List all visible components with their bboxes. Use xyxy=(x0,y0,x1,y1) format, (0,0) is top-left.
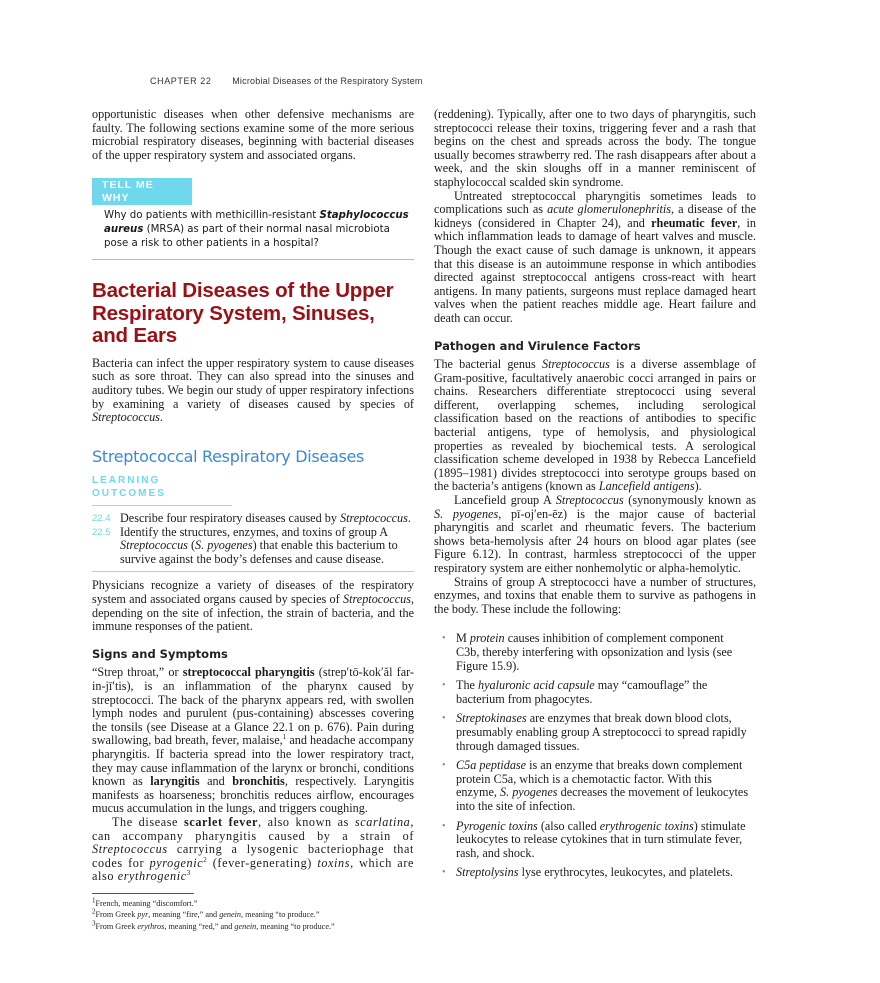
footnote-number: 1 xyxy=(92,896,96,905)
text: ). xyxy=(694,479,702,494)
text: The xyxy=(456,678,478,693)
footnotes xyxy=(92,898,414,933)
list-item xyxy=(434,820,756,861)
text: and xyxy=(199,774,233,789)
organism-name: Staphylococcus aureus xyxy=(104,210,409,236)
text: The disease xyxy=(112,814,184,829)
learning-outcome-item xyxy=(92,512,414,526)
section-title: Bacterial Diseases of the Upper Respiratory System, Sinuses, and Ears xyxy=(92,279,394,348)
species-name: S. pyogenes xyxy=(500,785,558,800)
footnote-ref: 3 xyxy=(186,869,191,878)
chapter-title: Microbial Diseases of the Respiratory System xyxy=(232,76,423,86)
text: Bacteria can infect the upper respiratory system to cause diseases such as sore throat. They can also spread into the sinuses and auditory tubes. We begin our study of upper respiratory infections by examining a variety of diseases caused by species of xyxy=(92,355,414,411)
learning-outcome-item xyxy=(92,526,414,567)
text: Lancefield group A xyxy=(454,493,556,508)
text: Untreated streptococcal pharyngitis sometimes leads to complications such as xyxy=(434,188,756,217)
species-name: S. pyogenes xyxy=(434,506,499,521)
text: From Greek xyxy=(95,910,138,920)
intro-paragraph: opportunistic diseases when other defensive mechanisms are faulty. The following sections examine some of the more serious microbial respiratory diseases, beginning with bacterial diseases of the upper respiratory system and associated organs. xyxy=(92,107,414,162)
left-column xyxy=(92,108,414,932)
term: protein xyxy=(469,631,505,646)
footnote xyxy=(92,909,414,921)
text: , depending on the site of infection, the strain of bacteria, and the immune responses of the patient. xyxy=(92,592,414,634)
text: decreases the movement of leukocytes into the site of infection. xyxy=(456,785,749,813)
text: “Strep throat,” or xyxy=(92,665,183,680)
footnote xyxy=(92,921,414,933)
reddening-paragraph: (reddening). Typically, after one to two days of pharyngitis, such streptococci release their toxins, triggering fever and a rash that begins on the chest and spreads across the body. The tongue usually becomes strawberry red. The rash disappears after about a week, and the skin sloughs off in a manner reminiscent of staphylococcal scalded skin syndrome. xyxy=(434,107,756,189)
term: Streptolysins xyxy=(456,865,519,880)
pathogen-heading: Pathogen and Virulence Factors xyxy=(434,338,641,353)
text: (synonymously known as xyxy=(623,493,756,508)
text: ( xyxy=(187,538,196,553)
strains-paragraph: Strains of group A streptococci have a number of structures, enzymes, and toxins that enable them to survive as pathogens in the body. These include the following: xyxy=(434,574,756,616)
term: laryngitis xyxy=(150,774,200,789)
text: ) stimulate leukocytes to release cytokines that in turn stimulate fever, rash, and shock. xyxy=(456,818,746,860)
list-item xyxy=(434,712,756,753)
outcome-number: 22.4 xyxy=(92,513,111,525)
signs-heading: Signs and Symptoms xyxy=(92,646,228,661)
list-item xyxy=(434,632,756,673)
text: . xyxy=(159,410,163,425)
footnote-number: 2 xyxy=(92,907,96,916)
term: acute glomerulonephritis xyxy=(547,202,671,217)
text: , in which inflammation leads to damage of heart valves and muscle. Though the exact cause of such damage is unknown, it appears that this disease is an autoimmune response in which antibodies directed against streptococcal antigens cross-react with heart antigens. In many patients, surgeons must replace damaged heart valves when the patient reaches middle age. Heart failure and death can occur. xyxy=(434,215,756,325)
footnote-divider xyxy=(92,893,194,894)
term: bronchitis xyxy=(232,774,285,789)
text: , meaning “to produce.” xyxy=(256,921,335,931)
complications-paragraph xyxy=(434,190,756,326)
list-item xyxy=(434,759,756,813)
text: are enzymes that break down blood clots, presumably enabling group A streptococci to spread rapidly through damaged tissues. xyxy=(456,711,747,753)
outcome-number: 22.5 xyxy=(92,526,111,538)
text: (fever-generating) xyxy=(207,855,318,870)
virulence-factors-list xyxy=(434,632,756,880)
term: Lancefield antigens xyxy=(598,479,695,494)
text: ) that enable this bacterium to survive against the body’s defenses and cause disease. xyxy=(120,538,398,566)
text: lyse erythrocytes, leukocytes, and platelets. xyxy=(518,865,734,880)
genus-name: Streptococcus xyxy=(339,511,408,526)
text: The bacterial genus xyxy=(434,357,542,372)
text: (strep′tō-kok′ăl far-in-jī′tis), is an inflammation of the pharynx caused by streptococci. The back of the pharynx appears red, with swollen lymph nodes and purulent (pus-containing) abscesses covering the tonsils (see Disease at a Glance 22.1 on p. 676). Pain during swallowing, bad breath, fever, malaise, xyxy=(92,665,414,748)
text: , meaning “red,” and xyxy=(164,921,235,931)
footnote-ref: 1 xyxy=(282,733,287,742)
list-item xyxy=(434,866,756,880)
term: C5a peptidase xyxy=(456,758,527,773)
term: toxins xyxy=(317,855,351,870)
list-item xyxy=(434,679,756,706)
physicians-paragraph xyxy=(92,579,414,633)
genus-name: Streptococcus xyxy=(541,357,610,372)
text: , which are also xyxy=(92,855,414,884)
text: , meaning “to produce.” xyxy=(241,910,320,920)
term: pyrogenic xyxy=(149,855,204,870)
genus-name: Streptococcus xyxy=(120,538,188,553)
section-intro xyxy=(92,357,414,425)
subsection-title: Streptococcal Respiratory Diseases xyxy=(92,446,365,466)
text: , also known as xyxy=(258,814,355,829)
text: , can accompany pharyngitis caused by a strain of xyxy=(92,814,414,843)
term: scarlet fever xyxy=(183,814,258,829)
tell-me-why-question xyxy=(92,205,414,260)
text: M xyxy=(456,631,470,646)
footnote-number: 3 xyxy=(92,919,96,928)
term: erythrogenic toxins xyxy=(599,818,694,833)
learning-outcomes-title: LEARNING OUTCOMES xyxy=(92,474,232,506)
footnote xyxy=(92,898,414,910)
text: Physicians recognize a variety of diseases of the respiratory system and associated organs caused by species of xyxy=(92,578,414,606)
text: causes inhibition of complement component C3b, thereby interfering with opsonization and lysis (see Figure 15.9). xyxy=(456,631,733,673)
text: From Greek xyxy=(95,921,138,931)
tell-me-why-box xyxy=(92,178,414,260)
term: erythros xyxy=(137,921,165,931)
running-head xyxy=(150,76,423,86)
term: Pyrogenic toxins xyxy=(456,818,538,833)
text: is an enzyme that breaks down complement protein C5a, which is a chemotactic factor. With this enzyme, xyxy=(456,758,743,800)
term: streptococcal pharyngitis xyxy=(182,665,315,680)
text: carrying a lysogenic bacteriophage that codes for xyxy=(92,842,414,870)
genus-name: Streptococcus xyxy=(92,842,168,857)
text: . xyxy=(407,511,411,526)
chapter-number: CHAPTER 22 xyxy=(150,76,212,86)
genus-name: Streptococcus xyxy=(92,410,160,425)
text: and headache accompany pharyngitis. If bacteria spread into the lower respiratory tract, they may cause inflammation of the larynx or bronchi, conditions known as xyxy=(92,733,414,789)
term: pyr xyxy=(137,910,149,920)
signs-paragraph-2 xyxy=(92,816,414,884)
text: is a diverse assemblage of Gram-positive, facultatively anaerobic cocci arranged in pairs or chains. Researchers differentiate streptococci using several different, overlapping schemes, including serological classification based on the reactions of antibodies to specific bacterial antigens, type of hemolysis, and physiological properties as revealed by biochemical tests. A serological classification scheme developed in 1938 by Rebecca Lancefield (1895–1981) divides streptococci into serotype groups based on the bacteria’s antigens (known as xyxy=(434,357,756,494)
genus-paragraph xyxy=(434,358,756,494)
term: hyaluronic acid capsule xyxy=(478,678,595,693)
learning-outcomes-list xyxy=(92,512,414,572)
genus-name: Streptococcus xyxy=(555,493,624,508)
text: (also called xyxy=(537,818,600,833)
text: , respectively. Laryngitis manifests as hoarseness; bronchitis reduces airflow, encourages mucus accumulation in the lungs, and triggers coughing. xyxy=(92,774,414,816)
text: , pī-oj′en-ēz) is the major cause of bacterial pharyngitis and scarlet and rheumatic fevers. The bacterium shows beta-hemolysis after 24 hours on blood agar plates (see Figure 6.12). In contrast, harmless streptococci of the upper respiratory system are either nonhemolytic or alpha-hemolytic. xyxy=(434,506,756,575)
footnote-ref: 2 xyxy=(203,855,208,864)
term: Streptokinases xyxy=(456,711,527,726)
genus-name: Streptococcus xyxy=(343,592,411,606)
right-column xyxy=(434,108,756,886)
text: French, meaning “discomfort.” xyxy=(95,898,198,908)
text: , a disease of the kidneys (considered in Chapter 24), and xyxy=(434,202,756,230)
term: genein xyxy=(219,910,242,920)
species-name: S. pyogenes xyxy=(195,538,253,553)
question-text: (MRSA) as part of their normal nasal microbiota pose a risk to other patients in a hospital? xyxy=(104,224,390,250)
text: Identify the structures, enzymes, and toxins of group A xyxy=(120,524,388,539)
text: , meaning “fire,” and xyxy=(148,910,220,920)
term: scarlatina xyxy=(354,814,411,829)
term: genein xyxy=(234,921,257,931)
text: may “camouflage” the bacterium from phagocytes. xyxy=(456,678,708,706)
lancefield-paragraph xyxy=(434,494,756,576)
signs-paragraph-1 xyxy=(92,666,414,816)
term: erythrogenic xyxy=(117,869,187,884)
term: rheumatic fever xyxy=(651,215,738,230)
tell-me-why-label: TELL ME WHY xyxy=(92,178,192,205)
question-text: Why do patients with methicillin-resistant xyxy=(104,210,320,222)
text: Describe four respiratory diseases caused by xyxy=(120,511,340,526)
